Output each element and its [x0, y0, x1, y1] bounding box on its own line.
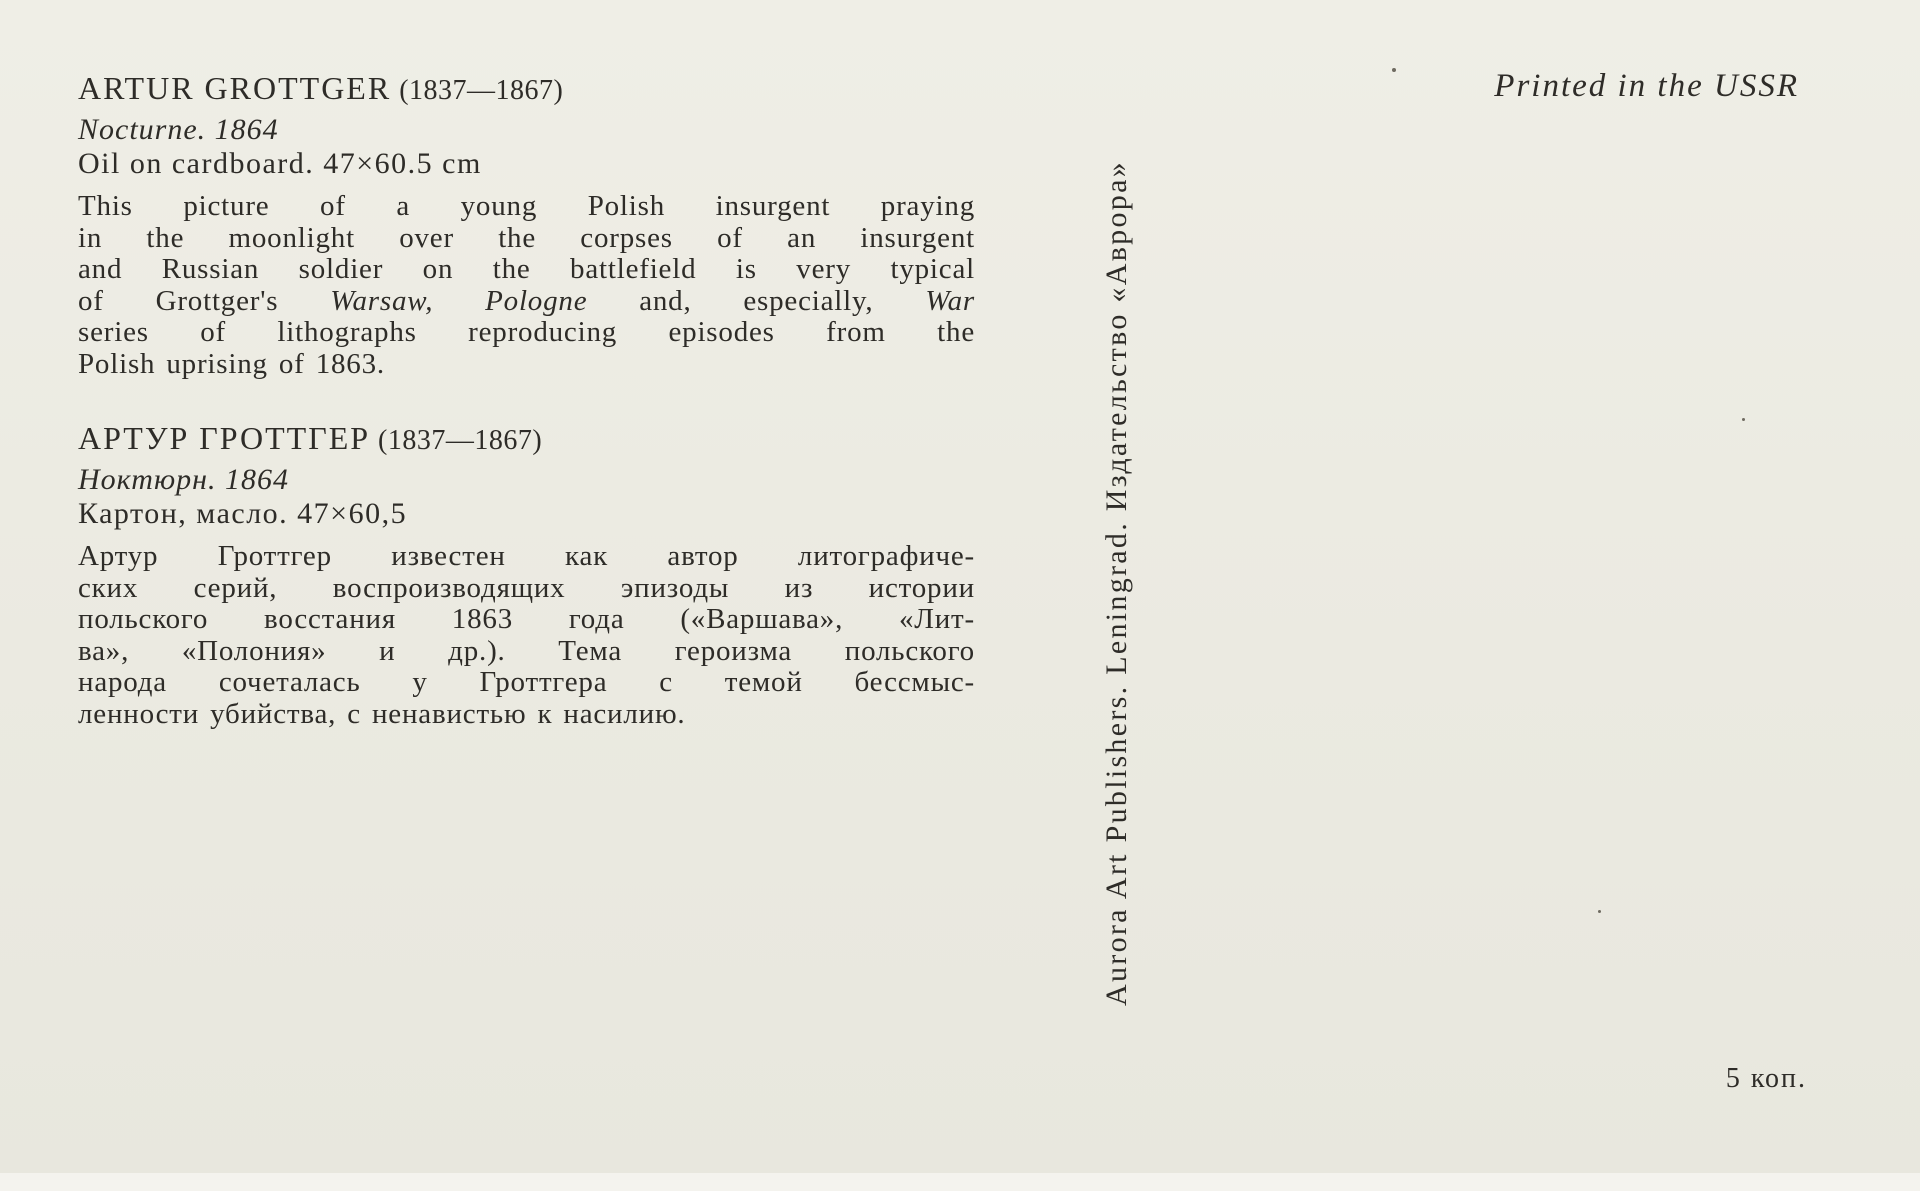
publisher-imprint — [1094, 78, 1140, 1088]
series-titles: Warsaw, Pologne — [330, 284, 588, 317]
description-line: народа сочеталась у Гроттгера с темой бессмыс- — [78, 666, 975, 699]
publisher-text: Aurora Art Publishers. Leningrad. Издательство «Аврора» — [1100, 160, 1133, 1006]
artist-name-en: ARTUR GROTTGER — [78, 70, 392, 106]
paper-speck — [1742, 418, 1745, 421]
english-caption — [78, 68, 975, 381]
artwork-title-ru: Ноктюрн. 1864 — [78, 463, 290, 496]
artist-dates-ru: (1837—1867) — [378, 425, 543, 456]
artwork-title-en: Nocturne. 1864 — [78, 113, 279, 146]
series-title-war: War — [925, 284, 975, 317]
description-line-with-titles — [78, 286, 975, 318]
description-line: польского восстания 1863 года («Варшава», «Лит- — [78, 603, 975, 636]
artist-heading-en — [78, 68, 975, 111]
paper-speck — [1598, 910, 1601, 913]
russian-caption — [78, 418, 975, 731]
artist-heading-ru — [78, 418, 975, 461]
paper-speck — [1392, 68, 1396, 72]
description-line: in the moonlight over the corpses of an insurgent — [78, 221, 975, 254]
description-line: ленности убийства, с ненавистью к насилию. — [78, 697, 686, 730]
artist-dates-en: (1837—1867) — [399, 75, 564, 106]
artwork-description-en — [78, 191, 975, 381]
artwork-description-ru — [78, 541, 975, 731]
description-line: ва», «Полония» и др.). Тема героизма польского — [78, 634, 975, 667]
description-line: Polish uprising of 1863. — [78, 347, 385, 380]
card-bottom-edge — [0, 1173, 1920, 1191]
description-fragment: and, especially, — [587, 284, 926, 317]
printed-in-ussr: Printed in the USSR — [1494, 68, 1799, 104]
description-line: ских серий, воспроизводящих эпизоды из истории — [78, 571, 975, 604]
description-fragment: of Grottger's — [78, 284, 331, 317]
artwork-medium-en: Oil on cardboard. 47×60.5 cm — [78, 147, 482, 180]
description-line: This picture of a young Polish insurgent praying — [78, 190, 975, 222]
artist-name-ru: АРТУР ГРОТТГЕР — [78, 420, 371, 456]
description-line: and Russian soldier on the battlefield is very typical — [78, 253, 975, 286]
description-line: Артур Гроттгер известен как автор литографиче- — [78, 540, 975, 572]
price-label: 5 коп. — [1725, 1063, 1807, 1094]
description-line: series of lithographs reproducing episodes from the — [78, 316, 975, 349]
artwork-medium-ru: Картон, масло. 47×60,5 — [78, 497, 408, 530]
